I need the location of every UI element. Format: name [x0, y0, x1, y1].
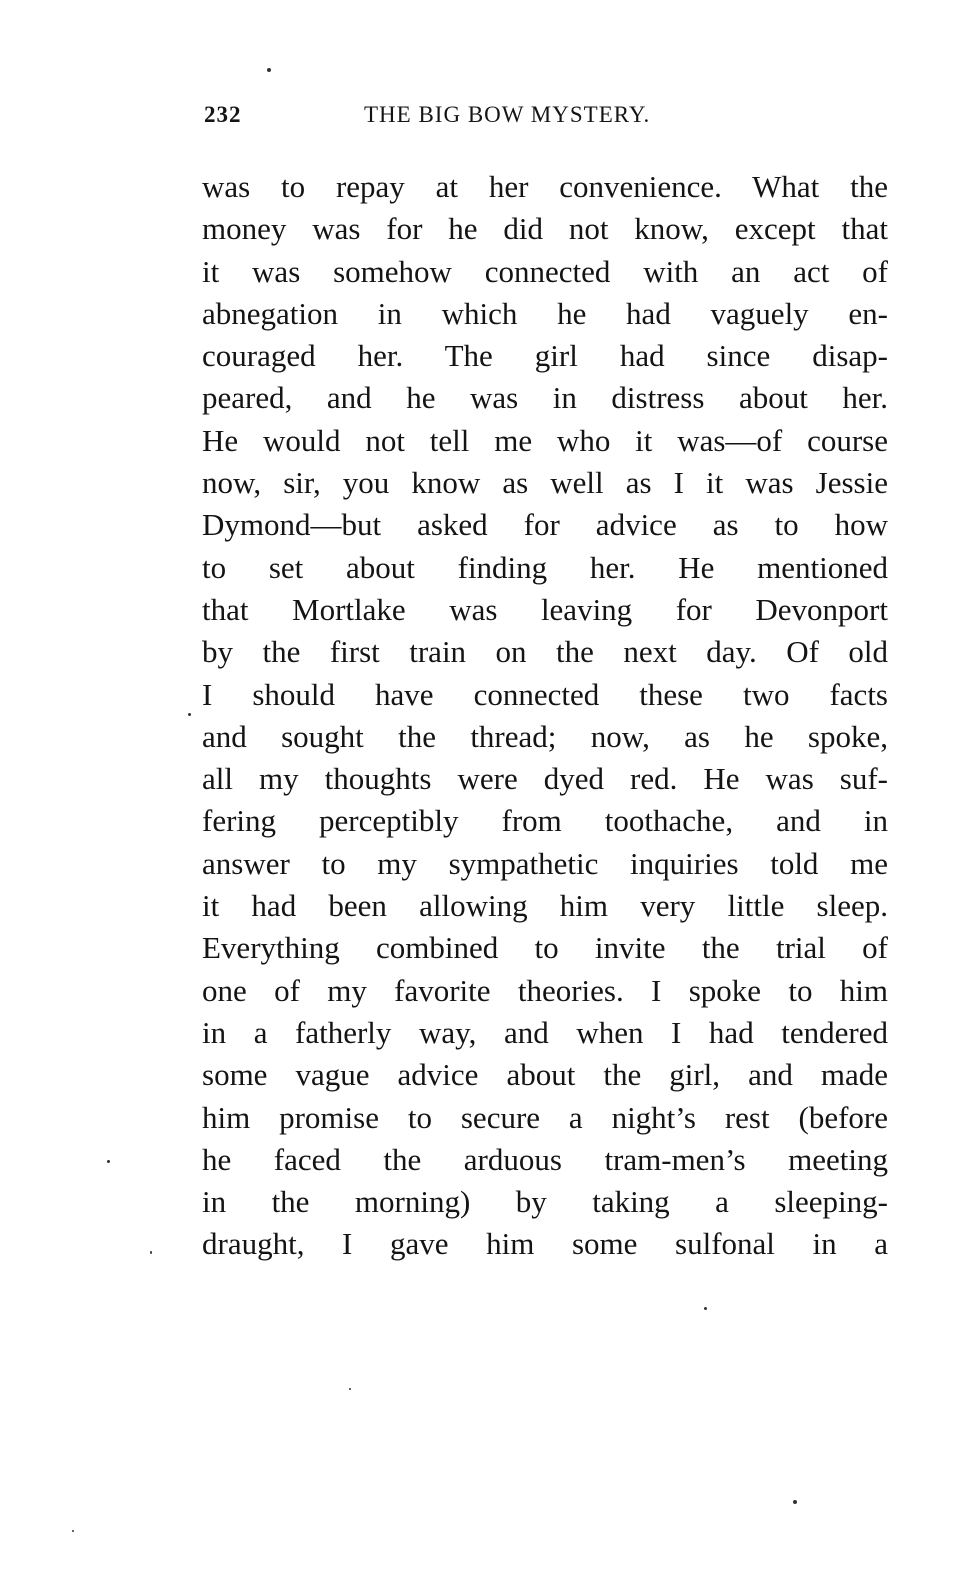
text-line: money was for he did not know, except that — [202, 211, 888, 247]
text-line: peared, and he was in distress about her. — [202, 380, 888, 416]
text-line: couraged her. The girl had since disap- — [202, 338, 888, 374]
text-line: in a fatherly way, and when I had tendered — [202, 1014, 888, 1050]
text-line: draught, I gave him some sulfonal in a — [202, 1226, 888, 1262]
scan-speck — [793, 1500, 797, 1504]
text-line: it was somehow connected with an act of — [202, 253, 888, 289]
scan-speck — [267, 68, 271, 72]
body-text — [202, 166, 888, 1266]
scan-speck — [349, 1388, 351, 1390]
page-header — [204, 102, 888, 138]
text-line: he faced the arduous tram-men’s meeting — [202, 1141, 888, 1177]
text-line: abnegation in which he had vaguely en- — [202, 295, 888, 331]
text-line: it had been allowing him very little sleep. — [202, 888, 888, 924]
text-line: He would not tell me who it was—of course — [202, 422, 888, 458]
scan-speck — [107, 1160, 110, 1163]
scan-speck — [188, 713, 191, 716]
text-line: him promise to secure a night’s rest (before — [202, 1099, 888, 1135]
scan-speck — [150, 1251, 152, 1254]
text-line: answer to my sympathetic inquiries told me — [202, 845, 888, 881]
text-line: and sought the thread; now, as he spoke, — [202, 718, 888, 754]
text-line: some vague advice about the girl, and made — [202, 1057, 888, 1093]
text-line: was to repay at her convenience. What the — [202, 169, 888, 204]
text-line: now, sir, you know as well as I it was Jessie — [202, 465, 888, 501]
scan-speck — [704, 1307, 707, 1310]
page-number: 232 — [204, 102, 242, 127]
text-line: one of my favorite theories. I spoke to him — [202, 972, 888, 1008]
running-title: THE BIG BOW MYSTERY. — [364, 102, 651, 127]
text-line: in the morning) by taking a sleeping- — [202, 1184, 888, 1220]
text-line: fering perceptibly from toothache, and in — [202, 803, 888, 839]
text-line: I should have connected these two facts — [202, 676, 888, 712]
text-line: to set about finding her. He mentioned — [202, 549, 888, 585]
text-line: all my thoughts were dyed red. He was suf- — [202, 761, 888, 797]
text-line: that Mortlake was leaving for Devonport — [202, 591, 888, 627]
text-line: by the first train on the next day. Of old — [202, 634, 888, 670]
text-line: Everything combined to invite the trial of — [202, 930, 888, 966]
scan-speck — [72, 1530, 74, 1532]
text-line: Dymond—but asked for advice as to how — [202, 507, 888, 543]
